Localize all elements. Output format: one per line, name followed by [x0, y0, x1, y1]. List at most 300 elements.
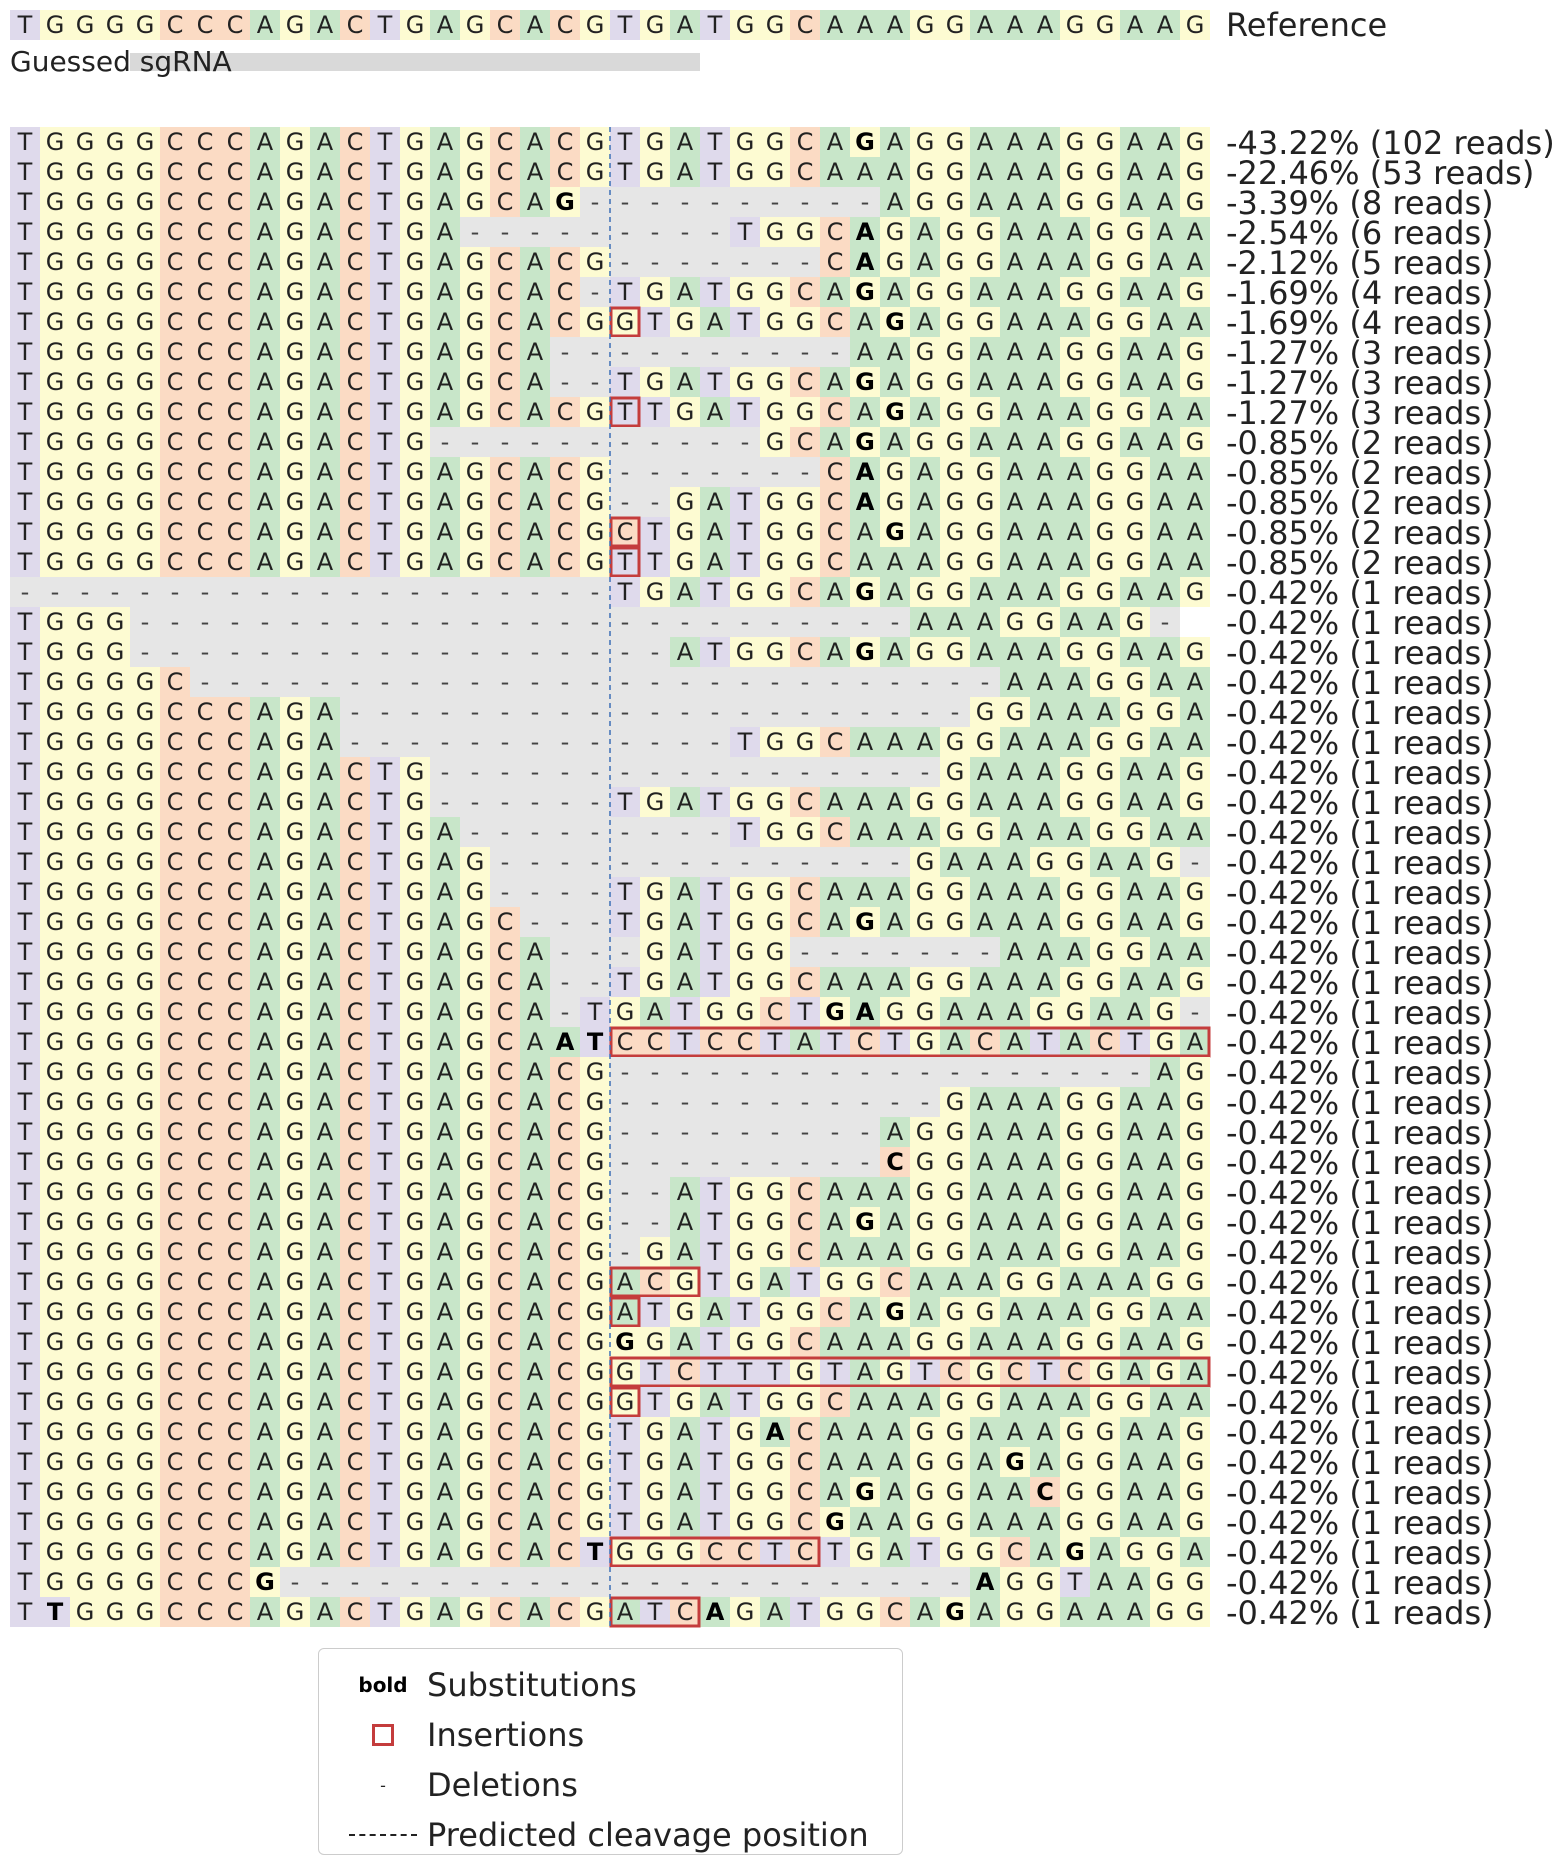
allele-33-base-26: -: [800, 1118, 810, 1146]
allele-35-base-35: G: [1065, 1178, 1085, 1206]
allele-5-base-25: G: [765, 278, 785, 306]
allele-10-base-25: G: [765, 428, 785, 456]
allele-24-base-2: G: [75, 848, 95, 876]
allele-0-base-4: G: [135, 128, 155, 156]
allele-21-base-6: C: [196, 758, 214, 786]
allele-45-base-13: G: [405, 1478, 425, 1506]
ref-base-8: A: [256, 11, 274, 39]
allele-43-base-35: G: [1065, 1418, 1085, 1446]
allele-frequency-label: -0.42% (1 reads): [1226, 1204, 1494, 1242]
allele-frequency-label: -1.69% (4 reads): [1226, 274, 1494, 312]
allele-43-base-27: A: [826, 1418, 844, 1446]
allele-9-base-31: G: [945, 398, 965, 426]
allele-13-base-26: G: [795, 518, 815, 546]
allele-22-base-13: G: [405, 788, 425, 816]
legend-insertions-label: Insertions: [427, 1716, 585, 1754]
allele-17-base-35: G: [1065, 638, 1085, 666]
allele-20-base-17: -: [530, 728, 540, 756]
allele-6-base-19: G: [585, 308, 605, 336]
allele-45-base-28: G: [855, 1478, 875, 1506]
allele-48-base-6: C: [196, 1568, 214, 1596]
allele-frequency-label: -0.42% (1 reads): [1226, 1174, 1494, 1212]
allele-47-base-23: C: [706, 1538, 724, 1566]
allele-2-base-17: A: [526, 188, 544, 216]
allele-38-base-27: G: [825, 1268, 845, 1296]
allele-45-base-33: A: [1006, 1478, 1024, 1506]
allele-41-base-28: A: [856, 1358, 874, 1386]
allele-48-base-0: T: [17, 1568, 33, 1596]
allele-39-base-33: A: [1006, 1298, 1024, 1326]
allele-9-base-2: G: [75, 398, 95, 426]
allele-frequency-label: -0.42% (1 reads): [1226, 964, 1494, 1002]
allele-25-base-39: G: [1185, 878, 1205, 906]
allele-12-base-4: G: [135, 488, 155, 516]
allele-9-base-1: G: [45, 398, 65, 426]
allele-28-base-15: G: [465, 968, 485, 996]
allele-6-base-0: T: [17, 308, 33, 336]
allele-5-base-19: -: [590, 278, 600, 306]
allele-23-base-28: A: [856, 818, 874, 846]
allele-49-base-19: G: [585, 1598, 605, 1626]
allele-10-base-21: -: [650, 428, 660, 456]
allele-32-base-28: -: [860, 1088, 870, 1116]
allele-24-base-33: A: [1006, 848, 1024, 876]
allele-1-base-11: C: [346, 158, 364, 186]
allele-3-base-35: A: [1066, 218, 1084, 246]
allele-44-base-14: A: [436, 1448, 454, 1476]
allele-13-base-24: T: [737, 518, 753, 546]
allele-30-base-36: C: [1096, 1028, 1114, 1056]
allele-38-base-29: C: [886, 1268, 904, 1296]
allele-48-base-15: -: [470, 1568, 480, 1596]
allele-frequency-label: -0.42% (1 reads): [1226, 994, 1494, 1032]
allele-9-base-10: A: [316, 398, 334, 426]
allele-9-base-18: C: [556, 398, 574, 426]
allele-26-base-9: G: [285, 908, 305, 936]
allele-2-base-24: -: [740, 188, 750, 216]
allele-48-base-22: -: [680, 1568, 690, 1596]
allele-44-base-24: G: [735, 1448, 755, 1476]
allele-12-base-31: G: [945, 488, 965, 516]
allele-41-base-37: A: [1126, 1358, 1144, 1386]
allele-1-base-19: G: [585, 158, 605, 186]
allele-26-base-34: A: [1036, 908, 1054, 936]
allele-28-base-22: A: [676, 968, 694, 996]
allele-7-base-17: A: [526, 338, 544, 366]
allele-frequency-label: -1.27% (3 reads): [1226, 394, 1494, 432]
allele-44-base-23: T: [707, 1448, 723, 1476]
allele-14-base-1: G: [45, 548, 65, 576]
allele-2-base-11: C: [346, 188, 364, 216]
allele-11-base-4: G: [135, 458, 155, 486]
allele-40-base-0: T: [17, 1328, 33, 1356]
allele-46-base-27: G: [825, 1508, 845, 1536]
reference-row: [10, 10, 1210, 40]
allele-45-base-38: A: [1156, 1478, 1174, 1506]
allele-46-base-2: G: [75, 1508, 95, 1536]
allele-40-base-6: C: [196, 1328, 214, 1356]
allele-11-base-30: A: [916, 458, 934, 486]
allele-27-base-33: A: [1006, 938, 1024, 966]
allele-27-base-17: A: [526, 938, 544, 966]
allele-30-base-31: A: [946, 1028, 964, 1056]
allele-41-base-31: C: [946, 1358, 964, 1386]
allele-42-base-24: T: [737, 1388, 753, 1416]
allele-14-base-18: C: [556, 548, 574, 576]
allele-45-base-7: C: [226, 1478, 244, 1506]
allele-43-base-24: G: [735, 1418, 755, 1446]
allele-18-base-28: -: [860, 668, 870, 696]
allele-29-base-20: G: [615, 998, 635, 1026]
allele-5-base-34: A: [1036, 278, 1054, 306]
allele-33-base-17: A: [526, 1118, 544, 1146]
allele-33-base-13: G: [405, 1118, 425, 1146]
allele-4-base-30: A: [916, 248, 934, 276]
allele-13-base-6: C: [196, 518, 214, 546]
allele-31-base-22: -: [680, 1058, 690, 1086]
allele-46-base-15: G: [465, 1508, 485, 1536]
allele-24-base-20: -: [620, 848, 630, 876]
allele-44-base-25: G: [765, 1448, 785, 1476]
allele-11-base-12: T: [377, 458, 393, 486]
allele-48-base-2: G: [75, 1568, 95, 1596]
allele-frequency-label: -0.42% (1 reads): [1226, 814, 1494, 852]
allele-8-base-27: A: [826, 368, 844, 396]
allele-22-base-1: G: [45, 788, 65, 816]
allele-1-base-37: A: [1126, 158, 1144, 186]
allele-6-base-10: A: [316, 308, 334, 336]
allele-3-base-22: -: [680, 218, 690, 246]
ref-base-13: G: [405, 11, 425, 39]
allele-20-base-36: G: [1095, 728, 1115, 756]
allele-15-base-1: -: [50, 578, 60, 606]
allele-41-base-1: G: [45, 1358, 65, 1386]
allele-12-base-32: G: [975, 488, 995, 516]
allele-48-base-31: -: [950, 1568, 960, 1596]
allele-45-base-21: G: [645, 1478, 665, 1506]
legend-substitutions-label: Substitutions: [427, 1666, 637, 1704]
allele-37-base-5: C: [166, 1238, 184, 1266]
allele-37-base-14: A: [436, 1238, 454, 1266]
allele-32-base-18: C: [556, 1088, 574, 1116]
allele-22-base-12: T: [377, 788, 393, 816]
allele-35-base-1: G: [45, 1178, 65, 1206]
allele-34-base-20: -: [620, 1148, 630, 1176]
allele-9-base-33: A: [1006, 398, 1024, 426]
allele-15-base-21: G: [645, 578, 665, 606]
allele-20-base-29: A: [886, 728, 904, 756]
allele-19-base-2: G: [75, 698, 95, 726]
allele-27-base-13: G: [405, 938, 425, 966]
allele-33-base-23: -: [710, 1118, 720, 1146]
allele-36-base-10: A: [316, 1208, 334, 1236]
allele-47-base-0: T: [17, 1538, 33, 1566]
allele-19-base-0: T: [17, 698, 33, 726]
allele-7-base-8: A: [256, 338, 274, 366]
allele-22-base-31: G: [945, 788, 965, 816]
dashed-line-icon: [349, 1834, 417, 1836]
allele-11-base-9: G: [285, 458, 305, 486]
allele-frequency-label: -0.42% (1 reads): [1226, 1294, 1494, 1332]
allele-20-base-39: A: [1186, 728, 1204, 756]
allele-16-base-31: A: [946, 608, 964, 636]
allele-0-base-31: G: [945, 128, 965, 156]
allele-25-base-7: C: [226, 878, 244, 906]
allele-9-base-28: A: [856, 398, 874, 426]
allele-40-base-31: G: [945, 1328, 965, 1356]
allele-32-base-23: -: [710, 1088, 720, 1116]
allele-39-base-25: G: [765, 1298, 785, 1326]
allele-23-base-16: -: [500, 818, 510, 846]
allele-39-base-20: A: [616, 1298, 634, 1326]
allele-34-base-15: G: [465, 1148, 485, 1176]
allele-frequency-label: -0.42% (1 reads): [1226, 1084, 1494, 1122]
allele-1-base-8: A: [256, 158, 274, 186]
allele-0-base-16: C: [496, 128, 514, 156]
allele-46-base-25: G: [765, 1508, 785, 1536]
allele-9-base-32: G: [975, 398, 995, 426]
allele-39-base-14: A: [436, 1298, 454, 1326]
allele-29-base-21: A: [646, 998, 664, 1026]
allele-7-base-5: C: [166, 338, 184, 366]
allele-39-base-38: A: [1156, 1298, 1174, 1326]
allele-41-base-26: G: [795, 1358, 815, 1386]
allele-42-base-4: G: [135, 1388, 155, 1416]
allele-20-base-26: G: [795, 728, 815, 756]
allele-25-base-1: G: [45, 878, 65, 906]
allele-44-base-31: G: [945, 1448, 965, 1476]
allele-16-base-23: -: [710, 608, 720, 636]
allele-2-base-6: C: [196, 188, 214, 216]
allele-22-base-5: C: [166, 788, 184, 816]
allele-49-base-13: G: [405, 1598, 425, 1626]
allele-3-base-15: -: [470, 218, 480, 246]
allele-25-base-34: A: [1036, 878, 1054, 906]
allele-2-base-0: T: [17, 188, 33, 216]
allele-38-base-2: G: [75, 1268, 95, 1296]
allele-48-base-19: -: [590, 1568, 600, 1596]
allele-35-base-2: G: [75, 1178, 95, 1206]
allele-5-base-29: A: [886, 278, 904, 306]
allele-0-base-18: C: [556, 128, 574, 156]
allele-22-base-34: A: [1036, 788, 1054, 816]
allele-48-base-13: -: [410, 1568, 420, 1596]
allele-39-base-34: A: [1036, 1298, 1054, 1326]
allele-26-base-36: G: [1095, 908, 1115, 936]
allele-8-base-26: C: [796, 368, 814, 396]
allele-35-base-8: A: [256, 1178, 274, 1206]
allele-6-base-25: G: [765, 308, 785, 336]
allele-1-base-25: G: [765, 158, 785, 186]
allele-12-base-17: A: [526, 488, 544, 516]
allele-15-base-17: -: [530, 578, 540, 606]
allele-44-base-0: T: [17, 1448, 33, 1476]
allele-24-base-21: -: [650, 848, 660, 876]
allele-41-base-12: T: [377, 1358, 393, 1386]
allele-39-base-5: C: [166, 1298, 184, 1326]
allele-46-base-10: A: [316, 1508, 334, 1536]
allele-33-base-20: -: [620, 1118, 630, 1146]
allele-15-base-38: A: [1156, 578, 1174, 606]
allele-27-base-31: -: [950, 938, 960, 966]
allele-42-base-17: A: [526, 1388, 544, 1416]
allele-39-base-29: G: [885, 1298, 905, 1326]
allele-45-base-26: C: [796, 1478, 814, 1506]
allele-5-base-32: A: [976, 278, 994, 306]
allele-37-base-24: G: [735, 1238, 755, 1266]
allele-16-base-30: A: [916, 608, 934, 636]
allele-46-base-39: G: [1185, 1508, 1205, 1536]
allele-26-base-8: A: [256, 908, 274, 936]
allele-42-base-6: C: [196, 1388, 214, 1416]
allele-47-base-28: G: [855, 1538, 875, 1566]
allele-1-base-36: G: [1095, 158, 1115, 186]
allele-36-base-20: -: [620, 1208, 630, 1236]
allele-11-base-23: -: [710, 458, 720, 486]
allele-35-base-34: A: [1036, 1178, 1054, 1206]
allele-30-base-4: G: [135, 1028, 155, 1056]
allele-8-base-10: A: [316, 368, 334, 396]
allele-1-base-26: C: [796, 158, 814, 186]
allele-3-base-2: G: [75, 218, 95, 246]
allele-12-base-38: A: [1156, 488, 1174, 516]
allele-18-base-31: -: [950, 668, 960, 696]
allele-22-base-38: A: [1156, 788, 1174, 816]
ref-base-14: A: [436, 11, 454, 39]
allele-24-base-3: G: [105, 848, 125, 876]
allele-40-base-34: A: [1036, 1328, 1054, 1356]
allele-41-base-3: G: [105, 1358, 125, 1386]
allele-43-base-12: T: [377, 1418, 393, 1446]
allele-44-base-7: C: [226, 1448, 244, 1476]
ref-base-18: C: [556, 11, 574, 39]
allele-49-base-5: C: [166, 1598, 184, 1626]
allele-22-base-23: T: [707, 788, 723, 816]
allele-2-base-18: G: [555, 188, 575, 216]
allele-1-base-5: C: [166, 158, 184, 186]
allele-26-base-3: G: [105, 908, 125, 936]
allele-44-base-17: A: [526, 1448, 544, 1476]
allele-17-base-4: -: [140, 638, 150, 666]
allele-3-base-27: C: [826, 218, 844, 246]
allele-3-base-33: A: [1006, 218, 1024, 246]
allele-8-base-37: A: [1126, 368, 1144, 396]
allele-31-base-34: -: [1040, 1058, 1050, 1086]
allele-40-base-15: G: [465, 1328, 485, 1356]
allele-48-base-26: -: [800, 1568, 810, 1596]
allele-5-base-36: G: [1095, 278, 1115, 306]
allele-7-base-16: C: [496, 338, 514, 366]
allele-16-base-33: G: [1005, 608, 1025, 636]
allele-14-base-16: C: [496, 548, 514, 576]
allele-5-base-26: C: [796, 278, 814, 306]
allele-10-base-7: C: [226, 428, 244, 456]
allele-27-base-0: T: [17, 938, 33, 966]
allele-23-base-24: T: [737, 818, 753, 846]
allele-7-base-4: G: [135, 338, 155, 366]
allele-46-base-20: T: [617, 1508, 633, 1536]
allele-37-base-27: A: [826, 1238, 844, 1266]
allele-rows: [10, 124, 1555, 1632]
allele-2-base-23: -: [710, 188, 720, 216]
allele-1-base-17: A: [526, 158, 544, 186]
allele-28-base-37: A: [1126, 968, 1144, 996]
allele-25-base-4: G: [135, 878, 155, 906]
allele-6-base-12: T: [377, 308, 393, 336]
allele-0-base-29: A: [886, 128, 904, 156]
allele-18-base-17: -: [530, 668, 540, 696]
allele-39-base-21: T: [647, 1298, 663, 1326]
allele-45-base-35: G: [1065, 1478, 1085, 1506]
allele-38-base-24: G: [735, 1268, 755, 1296]
allele-39-base-31: G: [945, 1298, 965, 1326]
allele-2-base-31: G: [945, 188, 965, 216]
ref-base-22: A: [676, 11, 694, 39]
allele-48-base-30: -: [920, 1568, 930, 1596]
allele-44-base-15: G: [465, 1448, 485, 1476]
allele-20-base-27: C: [826, 728, 844, 756]
allele-26-base-12: T: [377, 908, 393, 936]
allele-33-base-19: G: [585, 1118, 605, 1146]
allele-20-base-23: -: [710, 728, 720, 756]
allele-10-base-11: C: [346, 428, 364, 456]
allele-25-base-32: A: [976, 878, 994, 906]
allele-17-base-21: -: [650, 638, 660, 666]
allele-48-base-17: -: [530, 1568, 540, 1596]
allele-49-base-3: G: [105, 1598, 125, 1626]
allele-4-base-19: G: [585, 248, 605, 276]
allele-41-base-2: G: [75, 1358, 95, 1386]
allele-30-base-3: G: [105, 1028, 125, 1056]
allele-6-base-26: G: [795, 308, 815, 336]
allele-21-base-38: A: [1156, 758, 1174, 786]
allele-28-base-29: A: [886, 968, 904, 996]
allele-6-base-11: C: [346, 308, 364, 336]
allele-0-base-39: G: [1185, 128, 1205, 156]
allele-2-base-35: G: [1065, 188, 1085, 216]
allele-15-base-31: G: [945, 578, 965, 606]
allele-35-base-31: G: [945, 1178, 965, 1206]
allele-25-base-29: A: [886, 878, 904, 906]
allele-4-base-5: C: [166, 248, 184, 276]
allele-3-base-30: A: [916, 218, 934, 246]
allele-38-base-21: C: [646, 1268, 664, 1296]
allele-10-base-39: G: [1185, 428, 1205, 456]
allele-13-base-11: C: [346, 518, 364, 546]
allele-49-base-25: A: [766, 1598, 784, 1626]
allele-44-base-1: G: [45, 1448, 65, 1476]
allele-25-base-22: A: [676, 878, 694, 906]
allele-17-base-37: A: [1126, 638, 1144, 666]
allele-45-base-9: G: [285, 1478, 305, 1506]
allele-8-base-15: G: [465, 368, 485, 396]
allele-7-base-15: G: [465, 338, 485, 366]
allele-40-base-37: A: [1126, 1328, 1144, 1356]
allele-40-base-5: C: [166, 1328, 184, 1356]
allele-5-base-9: G: [285, 278, 305, 306]
allele-19-base-17: -: [530, 698, 540, 726]
allele-14-base-7: C: [226, 548, 244, 576]
allele-0-base-3: G: [105, 128, 125, 156]
allele-18-base-0: T: [17, 668, 33, 696]
allele-6-base-5: C: [166, 308, 184, 336]
allele-0-base-32: A: [976, 128, 994, 156]
allele-38-base-28: G: [855, 1268, 875, 1296]
allele-45-base-12: T: [377, 1478, 393, 1506]
allele-24-base-8: A: [256, 848, 274, 876]
allele-4-base-2: G: [75, 248, 95, 276]
allele-26-base-10: A: [316, 908, 334, 936]
